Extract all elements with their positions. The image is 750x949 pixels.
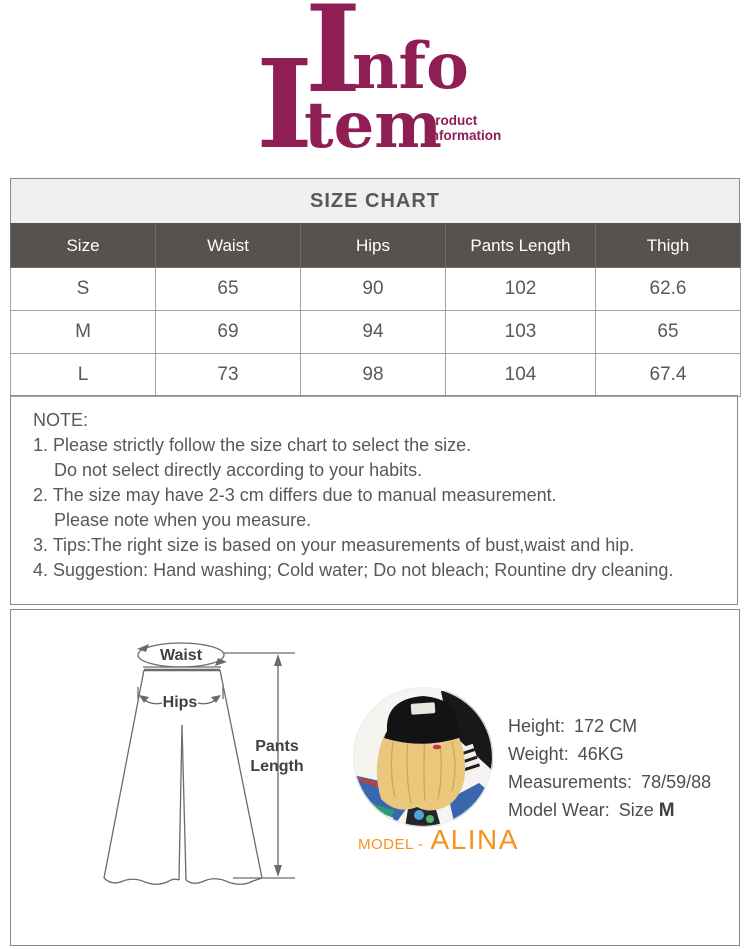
table-row	[11, 354, 741, 397]
col-header-thigh: Thigh	[596, 224, 741, 268]
cell-thigh: 67.4	[596, 354, 741, 397]
stat-weight	[508, 740, 716, 768]
size-chart-title: SIZE CHART	[10, 178, 740, 223]
col-header-size: Size	[11, 224, 156, 268]
model-stats	[508, 712, 716, 824]
cell-thigh: 65	[596, 311, 741, 354]
note-line: 2. The size may have 2-3 cm differs due to manual measurement.	[33, 485, 557, 505]
cell-hips: 90	[301, 268, 446, 311]
logo-word1-initial: I	[305, 0, 362, 120]
measurement-model-section	[10, 609, 740, 946]
cell-size: M	[11, 311, 156, 354]
cell-size: S	[11, 268, 156, 311]
note-heading: NOTE:	[33, 410, 89, 430]
model-name: ALINA	[430, 824, 519, 855]
stat-value: Size	[618, 800, 654, 820]
note-line: Please note when you measure.	[54, 510, 312, 530]
col-header-hips: Hips	[301, 224, 446, 268]
size-chart-table	[10, 223, 741, 397]
logo-word2-initial: I	[256, 32, 314, 176]
note-line: 3. Tips:The right size is based on your measurements of bust,waist and hip.	[33, 535, 635, 555]
cell-hips: 94	[301, 311, 446, 354]
stat-label: Weight:	[508, 744, 569, 764]
cell-waist: 69	[156, 311, 301, 354]
brand-logo-art	[0, 0, 750, 178]
stat-value: 172 CM	[574, 716, 638, 736]
stat-value-bold: M	[658, 800, 675, 821]
table-row	[11, 311, 741, 354]
note-line: 4. Suggestion: Hand washing; Cold water; Do not bleach; Rountine dry cleaning.	[33, 560, 674, 580]
pants-length-label: Pants	[255, 738, 299, 755]
note-line: 1. Please strictly follow the size chart to select the size.	[33, 435, 472, 455]
note-section	[10, 395, 738, 605]
cell-hips: 98	[301, 354, 446, 397]
cell-thigh: 62.6	[596, 268, 741, 311]
stat-measurements	[508, 768, 716, 796]
model-photo	[353, 687, 493, 827]
cell-pants-length: 102	[446, 268, 596, 311]
cell-waist: 73	[156, 354, 301, 397]
hips-label: Hips	[162, 694, 198, 711]
stat-height	[508, 712, 716, 740]
note-line: Do not select directly according to your habits.	[54, 460, 423, 480]
model-caption	[358, 824, 519, 856]
waist-label: Waist	[159, 647, 203, 664]
cell-waist: 65	[156, 268, 301, 311]
stat-label: Measurements:	[508, 772, 633, 792]
logo-tagline-line1: product	[427, 113, 478, 128]
logo-word2-rest: tem	[304, 88, 442, 163]
stat-label: Height:	[508, 716, 566, 736]
col-header-pants-length: Pants Length	[446, 224, 596, 268]
cell-pants-length: 103	[446, 311, 596, 354]
cell-size: L	[11, 354, 156, 397]
col-header-waist: Waist	[156, 224, 301, 268]
model-caption-prefix: MODEL -	[358, 836, 424, 853]
stat-model-wear	[508, 796, 716, 824]
logo-tagline-line2: information	[427, 128, 502, 143]
brand-logo	[0, 0, 750, 178]
stat-label: Model Wear:	[508, 800, 610, 820]
stat-value: 78/59/88	[641, 772, 712, 792]
table-header-row	[11, 224, 741, 268]
logo-word1-rest: nfo	[352, 29, 469, 104]
stat-value: 46KG	[577, 744, 624, 764]
cell-pants-length: 104	[446, 354, 596, 397]
table-row	[11, 268, 741, 311]
pants-length-label: Length	[250, 758, 304, 775]
